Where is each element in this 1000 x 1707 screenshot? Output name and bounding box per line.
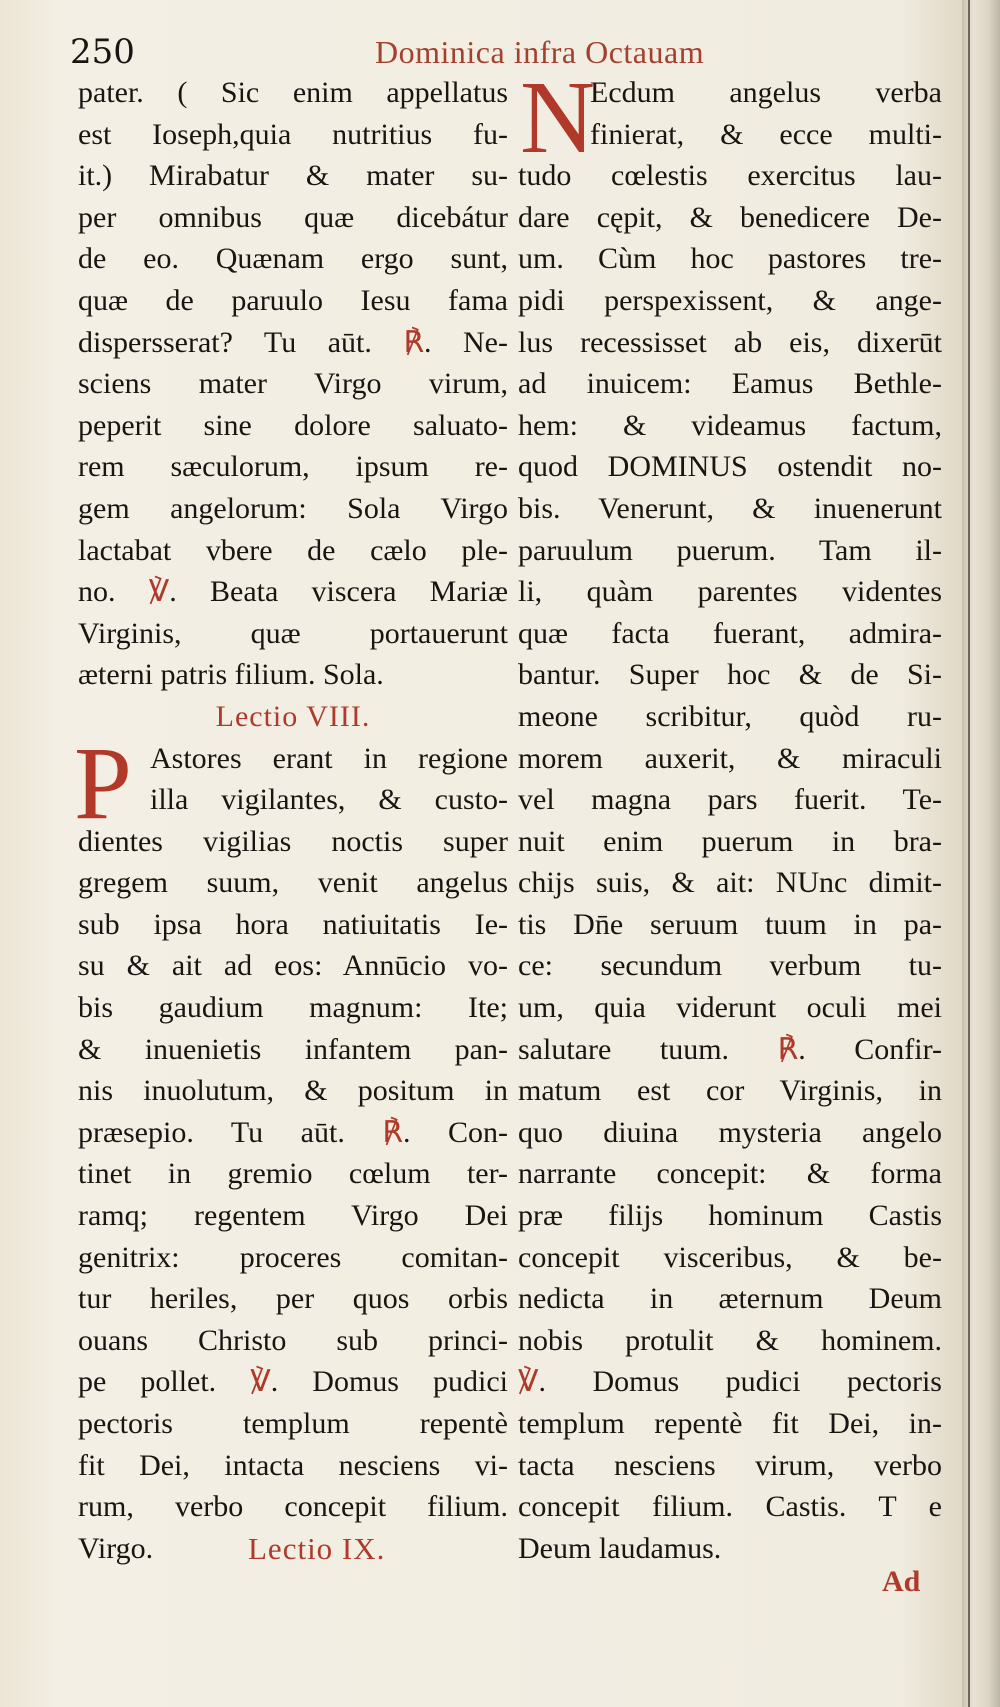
text-line: dare cępit, & benedicere De- bbox=[518, 200, 942, 234]
text-line: su & ait ad eos: Annūcio vo- bbox=[78, 949, 508, 983]
page-header bbox=[70, 28, 950, 76]
running-head: Dominica infra Octauam bbox=[375, 34, 705, 70]
text-line: nis inuolutum, & positum in bbox=[78, 1074, 508, 1108]
text-line: tis Dn̄e seruum tuum in pa- bbox=[518, 907, 942, 941]
text-line: concepit visceribus, & be- bbox=[518, 1240, 942, 1274]
text-line: æterni patris filium. Sola. bbox=[78, 658, 384, 692]
text-line: ad inuicem: Eamus Bethle- bbox=[518, 367, 942, 401]
text-line: Virginis, quæ portauerunt bbox=[78, 616, 508, 650]
lectio-viii-block bbox=[74, 725, 508, 1570]
text-line: hem: & videamus factum, bbox=[518, 408, 942, 442]
response-symbol-icon: ℟ bbox=[777, 1032, 799, 1066]
text-line: Virgo. bbox=[78, 1531, 154, 1565]
versicle-symbol-icon: ℣ bbox=[148, 575, 170, 609]
text-line: quæ de paruulo Iesu fama bbox=[78, 283, 508, 317]
text-line: nobis protulit & hominem. bbox=[518, 1323, 942, 1357]
text-line: chijs suis, & ait: NUnc dimit- bbox=[518, 866, 942, 900]
text-line: um, quia viderunt oculi mei bbox=[518, 991, 942, 1025]
text-line: præsepio. Tu aūt. ℟. Con- bbox=[78, 1115, 508, 1149]
lectio-heading: Lectio VIII. bbox=[215, 699, 371, 733]
text-line: ouans Christo sub princi- bbox=[78, 1323, 508, 1357]
text-line: ramq; regentem Virgo Dei bbox=[78, 1199, 508, 1233]
text-line: quæ facta fuerant, admira- bbox=[518, 616, 942, 650]
text-line: nuit enim puerum in bra- bbox=[518, 824, 942, 858]
text-line: bis gaudium magnum: Ite; bbox=[78, 991, 508, 1025]
text-line: nedicta in æternum Deum bbox=[518, 1282, 942, 1316]
text-line: gem angelorum: Sola Virgo bbox=[78, 491, 508, 525]
text-line: quo diuina mysteria angelo bbox=[518, 1115, 942, 1149]
text-line: um. Cùm hoc pastores tre- bbox=[518, 242, 942, 276]
text-line: dispersserat? Tu aūt. ℟. Ne- bbox=[78, 325, 508, 359]
text-line: de eo. Quænam ergo sunt, bbox=[78, 242, 508, 276]
text-line: paruulum puerum. Tam il- bbox=[518, 533, 942, 567]
drop-capital: P bbox=[74, 725, 132, 841]
text-line: morem auxerit, & miraculi bbox=[518, 741, 942, 775]
text-line: pe pollet. ℣. Domus pudici bbox=[78, 1365, 508, 1399]
text-line: it.) Mirabatur & mater su- bbox=[78, 159, 508, 193]
text-line: bis. Venerunt, & inuenerunt bbox=[518, 491, 942, 525]
text-line: vel magna pars fuerit. Te- bbox=[518, 783, 942, 817]
text-line: finierat, & ecce multi- bbox=[590, 117, 942, 151]
text-line: bantur. Super hoc & de Si- bbox=[518, 658, 942, 692]
text-line: tur heriles, per quos orbis bbox=[78, 1282, 508, 1316]
text-line: tudo cœlestis exercitus lau- bbox=[518, 159, 942, 193]
text-line: meone scribitur, quòd ru- bbox=[518, 699, 942, 733]
text-line: & inuenietis infantem pan- bbox=[78, 1032, 508, 1066]
text-line: per omnibus quæ dicebátur bbox=[78, 200, 508, 234]
text-line: lactabat vbere de cælo ple- bbox=[78, 533, 508, 567]
versicle-symbol-icon: ℣ bbox=[250, 1365, 271, 1399]
catchword: Ad bbox=[882, 1565, 921, 1598]
right-column bbox=[518, 60, 942, 1569]
text-line: no. ℣. Beata viscera Mariæ bbox=[78, 575, 508, 609]
text-line: sub ipsa hora natiuitatis Ie- bbox=[78, 907, 508, 941]
text-line: illa vigilantes, & custo- bbox=[150, 783, 508, 817]
text-line: Astores erant in regione bbox=[150, 741, 508, 775]
text-line: ℣. Domus pudici pectoris bbox=[518, 1365, 942, 1399]
text-line: sciens mater Virgo virum, bbox=[78, 367, 508, 401]
text-line: salutare tuum. ℟. Confir- bbox=[518, 1032, 942, 1066]
drop-capital: N bbox=[520, 60, 596, 175]
text-line: narrante concepit: & forma bbox=[518, 1157, 942, 1191]
binding-edge bbox=[968, 0, 970, 1707]
versicle-symbol-icon: ℣ bbox=[518, 1365, 539, 1399]
text-line: præ filijs hominum Castis bbox=[518, 1199, 942, 1233]
text-line: gregem suum, venit angelus bbox=[78, 866, 508, 900]
next-lectio-heading: Lectio IX. bbox=[248, 1531, 386, 1566]
text-line: pectoris templum repentè bbox=[78, 1407, 508, 1440]
left-column bbox=[74, 72, 508, 1569]
response-symbol-icon: ℟ bbox=[382, 1115, 403, 1149]
text-line: tinet in gremio cœlum ter- bbox=[78, 1157, 508, 1191]
text-line: fit Dei, intacta nesciens vi- bbox=[78, 1448, 508, 1482]
text-line: templum repentè fit Dei, in- bbox=[518, 1407, 942, 1440]
text-line: matum est cor Virginis, in bbox=[518, 1074, 942, 1108]
text-line: quod DOMINUS ostendit no- bbox=[518, 450, 942, 484]
page-number: 250 bbox=[70, 32, 135, 72]
text-line: Deum laudamus. bbox=[518, 1531, 722, 1565]
text-line: Ecdum angelus verba bbox=[590, 76, 942, 109]
text-line: genitrix: proceres comitan- bbox=[78, 1240, 508, 1274]
text-line: peperit sine dolore saluato- bbox=[78, 408, 508, 442]
text-line: rum, verbo concepit filium. bbox=[78, 1490, 508, 1524]
text-line: concepit filium. Castis. T e bbox=[518, 1490, 942, 1524]
text-line: ce: secundum verbum tu- bbox=[518, 949, 942, 983]
text-line: lus recessisset ab eis, dixerūt bbox=[518, 325, 942, 359]
text-line: rem sæculorum, ipsum re- bbox=[78, 450, 508, 484]
text-line: pidi perspexissent, & ange- bbox=[518, 283, 942, 317]
text-line: est Ioseph,quia nutritius fu- bbox=[78, 117, 508, 151]
text-line: li, quàm parentes videntes bbox=[518, 575, 942, 609]
text-line: pater. ( Sic enim appellatus bbox=[78, 76, 508, 109]
text-line: tacta nesciens virum, verbo bbox=[518, 1448, 942, 1482]
response-symbol-icon: ℟ bbox=[403, 325, 424, 359]
text-line: dientes vigilias noctis super bbox=[78, 824, 508, 858]
